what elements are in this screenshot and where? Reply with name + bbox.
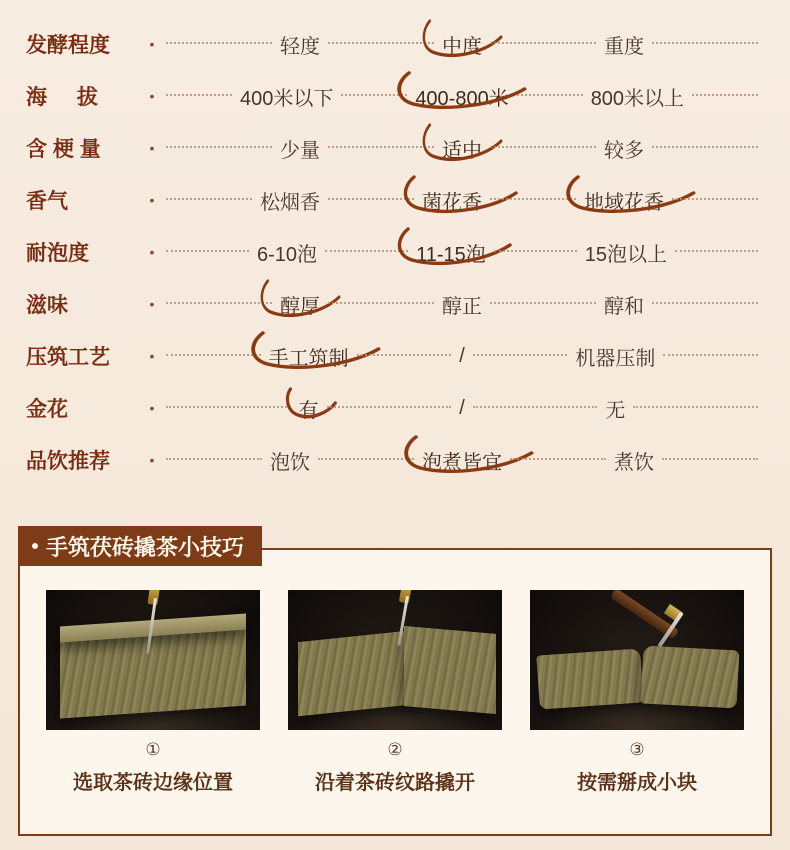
- spec-option[interactable]: [602, 30, 646, 59]
- tip-step-photo: [530, 590, 744, 730]
- dotted-leader: [652, 42, 758, 46]
- spec-row-label: 品饮推荐: [26, 450, 110, 473]
- tip-step-number: ②: [387, 740, 403, 759]
- spec-row-label: 滋味: [26, 294, 68, 317]
- spec-option-label: 400-800米: [415, 87, 509, 110]
- spec-option-label: 泡饮: [270, 451, 310, 474]
- spec-option-label: /: [459, 344, 465, 367]
- row-bullet-icon: •: [149, 192, 155, 208]
- spec-row-label: 香气: [26, 190, 68, 213]
- spec-option[interactable]: [440, 134, 484, 163]
- spec-option[interactable]: [612, 446, 656, 475]
- spec-option-label: 醇厚: [280, 295, 320, 318]
- spec-option-label: /: [459, 396, 465, 419]
- dotted-leader: [166, 198, 252, 202]
- dotted-leader: [490, 42, 596, 46]
- dotted-leader: [633, 406, 758, 410]
- row-bullet-icon: •: [149, 452, 155, 468]
- spec-row: [26, 278, 764, 330]
- spec-option-label: 轻度: [280, 35, 320, 58]
- tip-step-number: ③: [629, 740, 645, 759]
- spec-option-label: 无: [605, 399, 626, 422]
- spec-option-label: 11-15泡: [416, 243, 486, 266]
- tips-title-text: 手筑茯砖撬茶小技巧: [46, 534, 245, 560]
- spec-option-label: 醇正: [442, 295, 482, 318]
- dotted-leader: [510, 458, 606, 462]
- dotted-leader: [473, 406, 598, 410]
- row-bullet-icon: •: [149, 88, 155, 104]
- dotted-leader: [517, 94, 583, 98]
- spec-option-label: 手工筑制: [268, 347, 349, 370]
- dotted-leader: [166, 406, 291, 410]
- bullet-dot-icon: [32, 543, 38, 549]
- spec-option-label: 400米以下: [239, 87, 334, 110]
- dotted-leader: [327, 406, 452, 410]
- dotted-leader: [663, 354, 758, 358]
- spec-option[interactable]: [573, 342, 657, 371]
- spec-row-label: 含 梗 量: [26, 138, 101, 161]
- spec-option[interactable]: [413, 82, 510, 111]
- dotted-leader: [166, 146, 272, 150]
- tip-step: [46, 590, 260, 795]
- spec-options: [160, 186, 764, 215]
- row-bullet-icon: •: [149, 400, 155, 416]
- dotted-leader: [166, 354, 261, 358]
- spec-option[interactable]: [440, 30, 484, 59]
- dotted-leader: [166, 250, 249, 254]
- spec-option[interactable]: [238, 82, 335, 111]
- dotted-leader: [652, 146, 758, 150]
- spec-row-label: 压筑工艺: [26, 346, 110, 369]
- dotted-leader: [490, 198, 576, 202]
- spec-option[interactable]: [603, 394, 627, 423]
- spec-option-label: 地域花香: [584, 191, 664, 214]
- spec-option-label: 菌花香: [422, 191, 482, 214]
- spec-option-label: 15泡以上: [584, 243, 667, 266]
- dotted-leader: [652, 302, 758, 306]
- spec-option-label: 泡煮皆宜: [422, 451, 502, 474]
- spec-row: [26, 18, 764, 70]
- spec-option[interactable]: [440, 290, 484, 319]
- spec-option-label: 煮饮: [614, 451, 654, 474]
- spec-option-label: 醇和: [604, 295, 644, 318]
- spec-option[interactable]: [602, 134, 646, 163]
- spec-option[interactable]: [457, 397, 467, 420]
- dotted-leader: [662, 458, 758, 462]
- tip-step-caption: 按需掰成小块: [577, 772, 697, 794]
- spec-options: [160, 30, 764, 59]
- spec-option[interactable]: [297, 394, 321, 423]
- tips-title: [18, 526, 262, 566]
- tip-step-photo: [288, 590, 502, 730]
- spec-option[interactable]: [267, 342, 351, 371]
- spec-option-label: 少量: [280, 139, 320, 162]
- row-bullet-icon: •: [149, 140, 155, 156]
- row-bullet-icon: •: [149, 244, 155, 260]
- tips-steps: [20, 550, 770, 795]
- spec-option[interactable]: [420, 186, 484, 215]
- dotted-leader: [166, 302, 272, 306]
- row-bullet-icon: •: [149, 296, 155, 312]
- spec-option-label: 有: [298, 399, 319, 422]
- dotted-leader: [166, 42, 272, 46]
- dotted-leader: [318, 458, 414, 462]
- spec-option-label: 6-10泡: [257, 243, 318, 266]
- dotted-leader: [672, 198, 758, 202]
- dotted-leader: [166, 94, 232, 98]
- spec-options: [160, 394, 764, 423]
- spec-option-label: 松烟香: [260, 191, 320, 214]
- spec-option[interactable]: [278, 290, 322, 319]
- spec-row: [26, 70, 764, 122]
- dotted-leader: [473, 354, 568, 358]
- spec-option[interactable]: [258, 186, 322, 215]
- spec-row: [26, 330, 764, 382]
- dotted-leader: [494, 250, 577, 254]
- spec-option[interactable]: [255, 238, 319, 267]
- row-bullet-icon: •: [149, 36, 155, 52]
- dotted-leader: [490, 302, 596, 306]
- tip-step-number: ①: [145, 740, 161, 759]
- spec-options: [160, 238, 764, 267]
- spec-option[interactable]: [589, 82, 686, 111]
- spec-options: [160, 446, 764, 475]
- dotted-leader: [325, 250, 408, 254]
- spec-row-label: 发酵程度: [26, 34, 110, 57]
- dotted-leader: [675, 250, 758, 254]
- dotted-leader: [328, 302, 434, 306]
- spec-row-label: 海 拔: [26, 86, 110, 109]
- dotted-leader: [490, 146, 596, 150]
- tip-step-photo: [46, 590, 260, 730]
- dotted-leader: [692, 94, 758, 98]
- spec-row: [26, 122, 764, 174]
- spec-option[interactable]: [457, 345, 467, 368]
- spec-row-label: 耐泡度: [26, 242, 89, 265]
- spec-option[interactable]: [582, 186, 666, 215]
- dotted-leader: [328, 146, 434, 150]
- tips-section: [18, 534, 772, 836]
- spec-option-label: 中度: [442, 35, 482, 58]
- spec-row: [26, 382, 764, 434]
- spec-option-label: 较多: [604, 139, 644, 162]
- spec-options: [160, 342, 764, 371]
- spec-option[interactable]: [420, 446, 504, 475]
- spec-options: [160, 290, 764, 319]
- spec-option-label: 适中: [442, 139, 482, 162]
- tip-step: [530, 590, 744, 795]
- spec-option-label: 机器压制: [575, 347, 656, 370]
- spec-row: [26, 226, 764, 278]
- spec-options: [160, 82, 764, 111]
- spec-option-label: 800米以上: [590, 87, 685, 110]
- row-bullet-icon: •: [149, 348, 155, 364]
- dotted-leader: [341, 94, 407, 98]
- tip-step-caption: 沿着茶砖纹路撬开: [315, 772, 475, 794]
- spec-option[interactable]: [414, 238, 488, 267]
- dotted-leader: [357, 354, 452, 358]
- tip-step-caption: 选取茶砖边缘位置: [73, 772, 233, 794]
- spec-option[interactable]: [583, 238, 669, 267]
- tip-step: [288, 590, 502, 795]
- spec-row-label: 金花: [26, 398, 68, 421]
- spec-option[interactable]: [278, 134, 322, 163]
- spec-row: [26, 434, 764, 486]
- dotted-leader: [166, 458, 262, 462]
- spec-row: [26, 174, 764, 226]
- spec-option[interactable]: [602, 290, 646, 319]
- dotted-leader: [328, 198, 414, 202]
- spec-option[interactable]: [268, 446, 312, 475]
- spec-option-label: 重度: [604, 35, 644, 58]
- dotted-leader: [328, 42, 434, 46]
- spec-options: [160, 134, 764, 163]
- spec-option[interactable]: [278, 30, 322, 59]
